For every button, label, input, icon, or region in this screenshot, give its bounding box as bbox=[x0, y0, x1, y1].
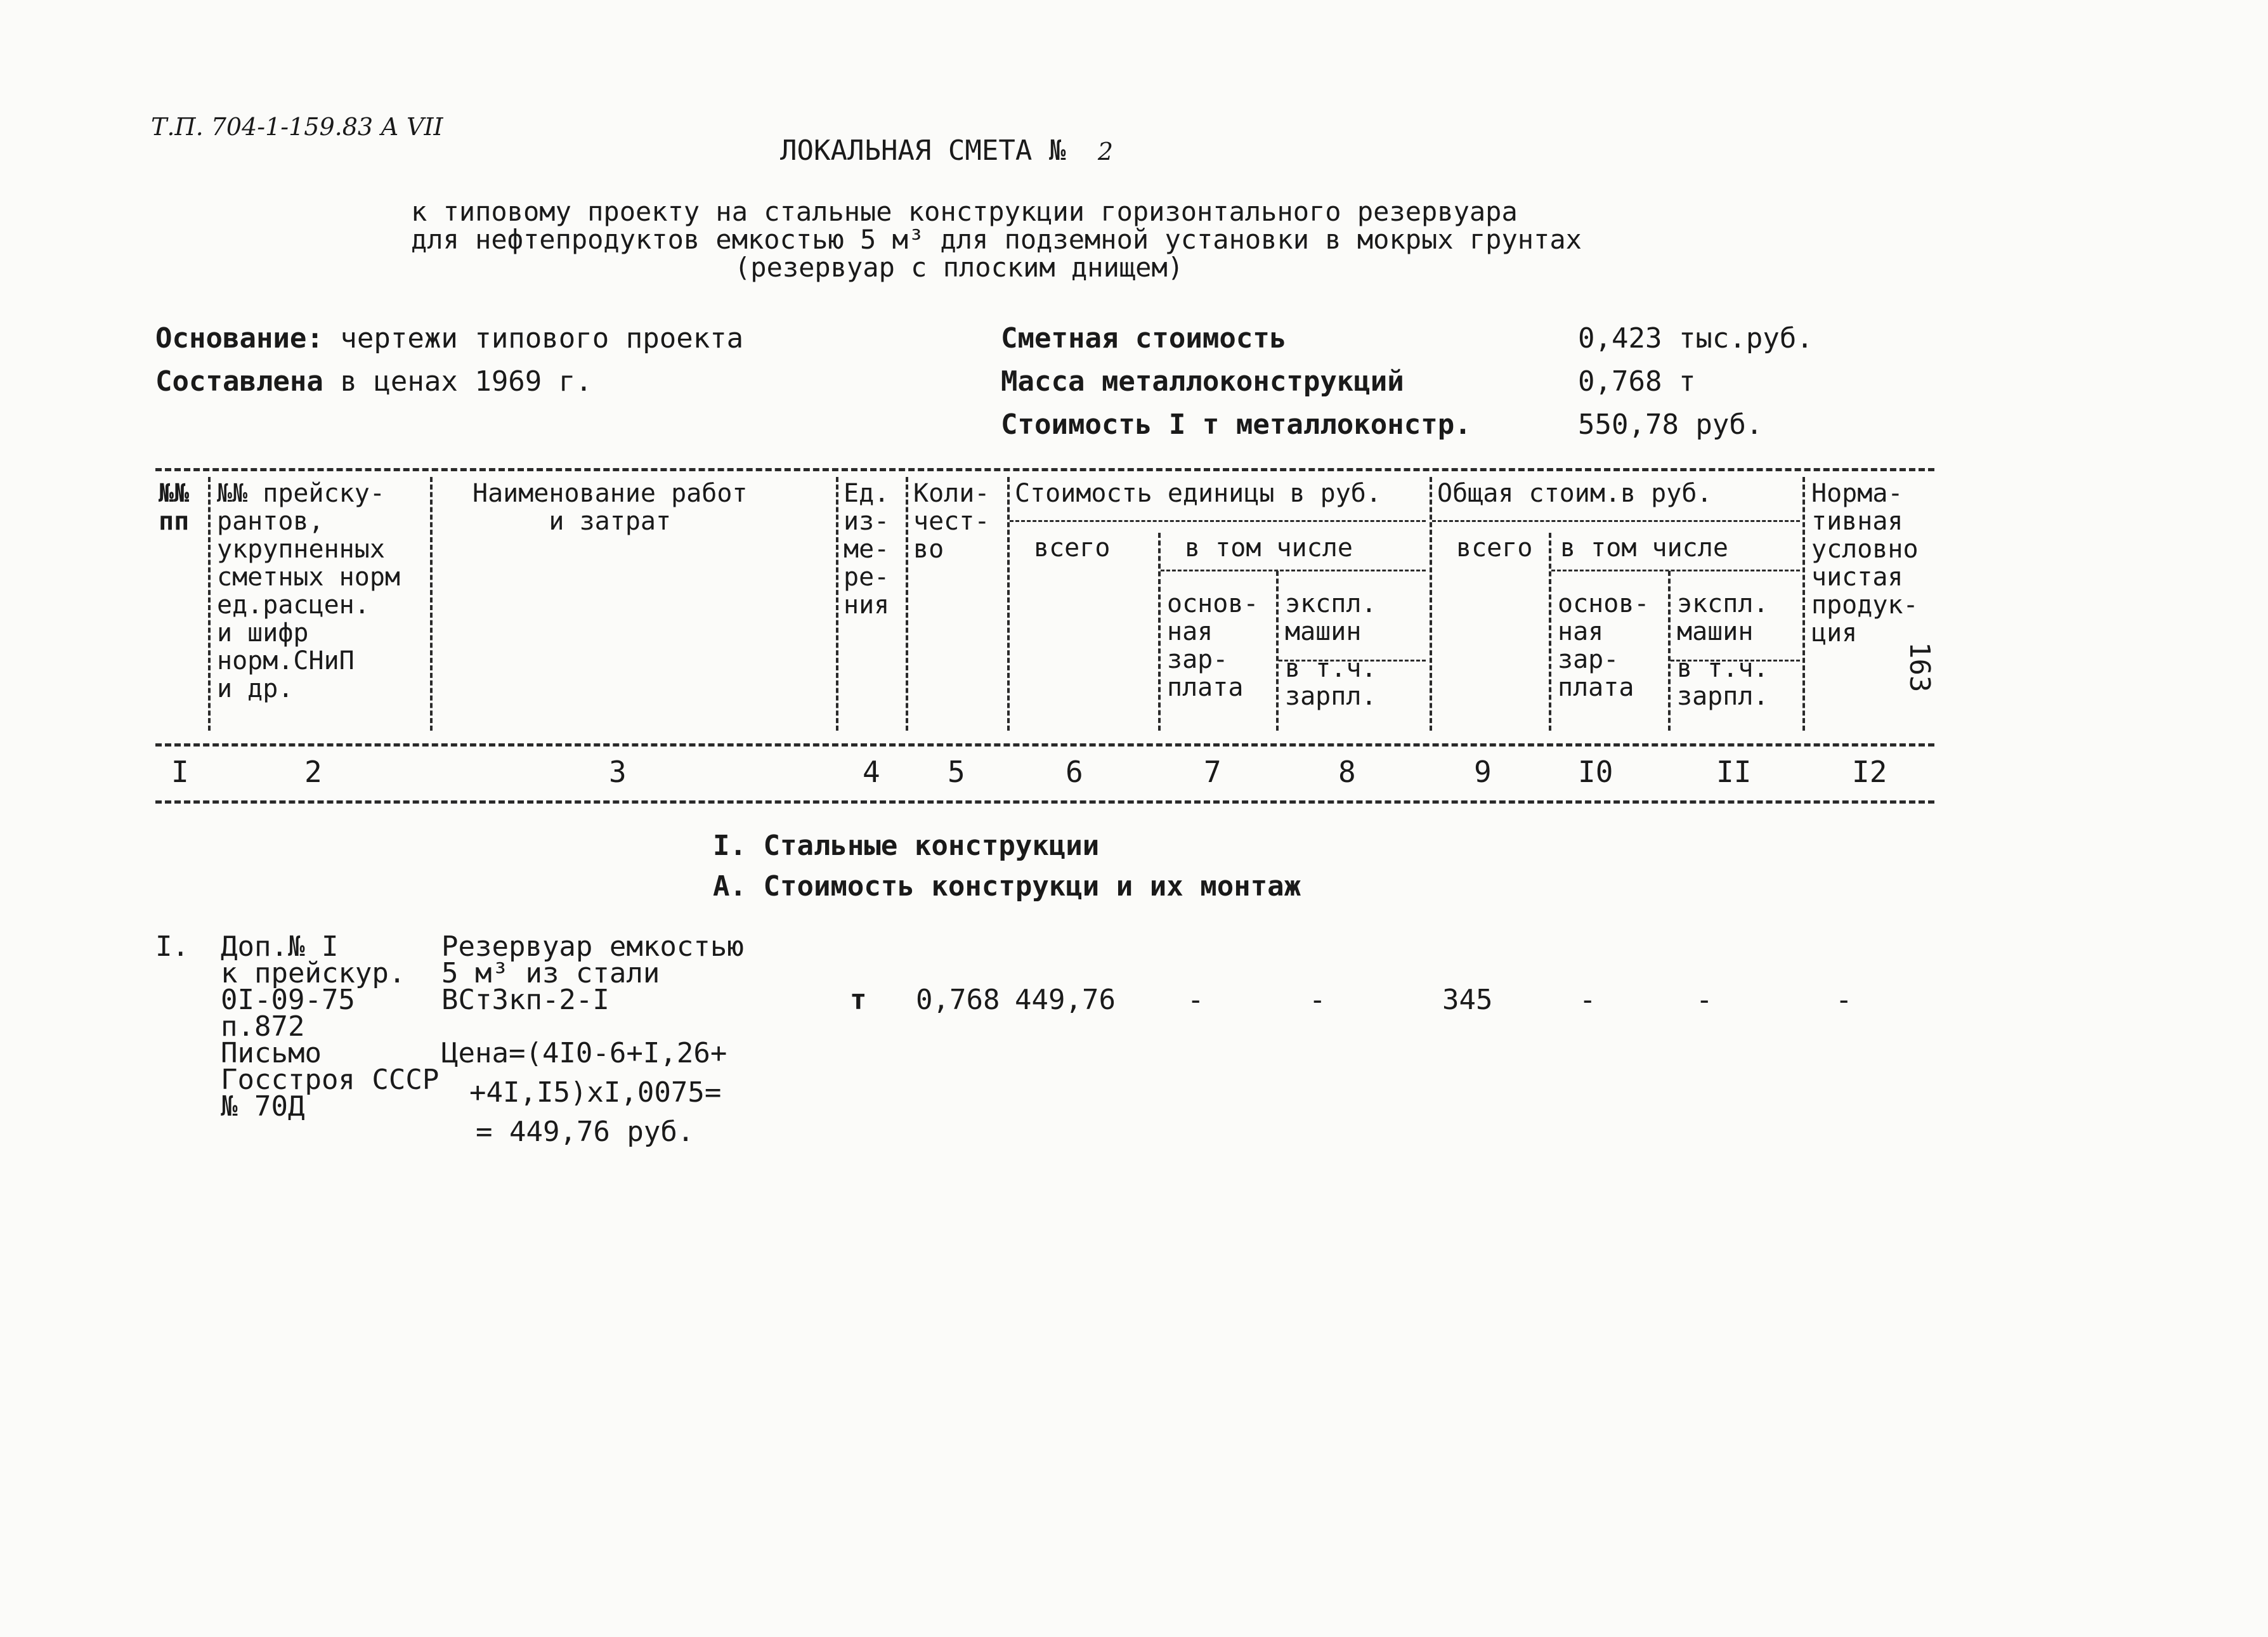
header-line: ния bbox=[844, 590, 890, 620]
row1-calc-line: = 449,76 руб. bbox=[476, 1116, 694, 1148]
column-numbers-top-rule bbox=[155, 743, 1934, 747]
row1-col11: - bbox=[1696, 984, 1713, 1016]
header-line: плата bbox=[1167, 673, 1244, 702]
col-number: 9 bbox=[1474, 755, 1492, 789]
row1-code-line: 0I-09-75 bbox=[221, 984, 355, 1016]
header-line: ме- bbox=[844, 535, 890, 564]
header-including-unit: в том числе bbox=[1185, 533, 1353, 563]
header-col3 bbox=[472, 479, 747, 535]
row1-code-line: № 70Д bbox=[221, 1090, 305, 1123]
subsection-heading: А. Стоимость конструкци и их монтаж bbox=[713, 870, 1301, 903]
document-code: Т.П. 704-1-159.83 А VII bbox=[151, 113, 443, 141]
document-title bbox=[780, 134, 1113, 167]
header-line: Норма- bbox=[1811, 479, 1903, 508]
header-line: чистая bbox=[1811, 563, 1903, 592]
header-line: №№ прейску- bbox=[217, 479, 385, 508]
basis-info bbox=[155, 322, 743, 355]
col-number: 5 bbox=[948, 755, 965, 789]
basis-value: чертежи типового проекта bbox=[340, 322, 744, 355]
col-separator bbox=[1007, 477, 1010, 731]
title-text: ЛОКАЛЬНАЯ СМЕТА № bbox=[780, 134, 1066, 167]
header-unit-cost: Стоимость единицы в руб. bbox=[1015, 479, 1381, 508]
col-separator bbox=[1549, 533, 1551, 731]
header-col6-total: всего bbox=[1034, 533, 1111, 563]
header-col5 bbox=[913, 479, 989, 563]
metal-mass-label: Масса металлоконструкций bbox=[1001, 365, 1404, 398]
col-separator bbox=[836, 477, 838, 731]
row1-code-line: Доп.№ I bbox=[221, 930, 339, 963]
col-separator bbox=[1158, 533, 1161, 731]
header-subrule bbox=[1161, 570, 1426, 571]
row1-col12: - bbox=[1835, 984, 1853, 1016]
header-line: ре- bbox=[844, 563, 890, 592]
subtitle-line-1: к типовому проекту на стальные конструкции горизонтального резервуара bbox=[411, 196, 1518, 227]
header-line: ная bbox=[1558, 617, 1604, 646]
row1-name-line: 5 м³ из стали bbox=[441, 957, 660, 989]
page-number: 163 bbox=[1903, 642, 1936, 693]
row1-name bbox=[441, 930, 744, 1016]
header-line: чест- bbox=[913, 507, 990, 536]
row1-unit-total: 449,76 bbox=[1015, 984, 1116, 1016]
header-col4 bbox=[844, 479, 889, 619]
row1-name-line: ВСт3кп-2-I bbox=[441, 984, 609, 1016]
col-number: 6 bbox=[1066, 755, 1083, 789]
col-number: 8 bbox=[1338, 755, 1356, 789]
header-col8 bbox=[1285, 590, 1377, 710]
header-line: основ- bbox=[1167, 589, 1259, 618]
header-line: продук- bbox=[1811, 590, 1919, 620]
column-numbers-bottom-rule bbox=[155, 800, 1934, 804]
header-line: Коли- bbox=[913, 479, 990, 508]
col-separator bbox=[1668, 571, 1671, 731]
header-col9-total: всего bbox=[1456, 533, 1533, 563]
header-line: тивная bbox=[1811, 507, 1903, 536]
subtitle-line-2: для нефтепродуктов емкостью 5 м³ для подземной установки в мокрых грунтах bbox=[411, 224, 1582, 255]
header-line: из- bbox=[844, 507, 890, 536]
col-number: I bbox=[171, 755, 189, 789]
estimated-cost-value: 0,423 тыс.руб. bbox=[1578, 322, 1813, 355]
title-number: 2 bbox=[1097, 138, 1114, 166]
header-line: машин bbox=[1285, 617, 1362, 646]
row1-calc bbox=[441, 1037, 727, 1148]
prices-value: в ценах 1969 г. bbox=[340, 365, 592, 398]
col-separator bbox=[208, 477, 211, 731]
header-line: ная bbox=[1167, 617, 1213, 646]
header-line: плата bbox=[1558, 673, 1634, 702]
col-separator bbox=[1802, 477, 1805, 731]
header-including-total: в том числе bbox=[1560, 533, 1728, 563]
header-line: ед.расцен. bbox=[217, 590, 370, 620]
header-line: норм.СНиП bbox=[217, 646, 355, 675]
header-line: №№ bbox=[159, 479, 190, 508]
header-subrule bbox=[1010, 520, 1426, 522]
row1-code-line: Госстроя СССР bbox=[221, 1064, 440, 1096]
header-line: и шифр bbox=[217, 618, 309, 648]
header-total-cost: Общая стоим.в руб. bbox=[1437, 479, 1712, 508]
col-number: 2 bbox=[304, 755, 322, 789]
header-line: ция bbox=[1811, 618, 1858, 648]
header-line: и др. bbox=[217, 674, 294, 703]
col-number: 7 bbox=[1204, 755, 1222, 789]
col-number: 3 bbox=[609, 755, 627, 789]
header-line: в т.ч. bbox=[1285, 654, 1377, 683]
header-line: основ- bbox=[1558, 589, 1650, 618]
header-line: пп bbox=[159, 507, 190, 536]
row1-code-line: Письмо bbox=[221, 1037, 322, 1069]
col-separator bbox=[1430, 477, 1432, 731]
header-line: рантов, bbox=[217, 507, 324, 536]
row1-total: 345 bbox=[1442, 984, 1493, 1016]
header-line: экспл. bbox=[1677, 589, 1769, 618]
col-separator bbox=[430, 477, 433, 731]
row1-quantity: 0,768 bbox=[916, 984, 1000, 1016]
row1-number: I. bbox=[155, 930, 189, 963]
col-separator bbox=[1276, 571, 1279, 731]
header-line: условно bbox=[1811, 535, 1919, 564]
header-line: зар- bbox=[1167, 645, 1228, 674]
cost-per-ton-label: Стоимость I т металлоконстр. bbox=[1001, 408, 1471, 441]
header-line: в т.ч. bbox=[1677, 654, 1769, 683]
header-line: Ед. bbox=[844, 479, 890, 508]
row1-col8: - bbox=[1309, 984, 1326, 1016]
row1-col10: - bbox=[1579, 984, 1596, 1016]
header-line: укрупненных bbox=[217, 535, 385, 564]
row1-code-line: п.872 bbox=[221, 1010, 305, 1043]
header-col2 bbox=[217, 479, 400, 703]
row1-unit: т bbox=[850, 984, 867, 1016]
subtitle-line-3: (резервуар с плоским днищем) bbox=[734, 252, 1184, 283]
header-col7 bbox=[1167, 590, 1259, 701]
row1-calc-line: Цена=(4I0-6+I,26+ bbox=[441, 1037, 727, 1069]
col-number: I2 bbox=[1852, 755, 1887, 789]
header-subrule bbox=[1551, 570, 1800, 571]
header-line: зар- bbox=[1558, 645, 1619, 674]
row1-name-line: Резервуар емкостью bbox=[441, 930, 744, 963]
col-number: 4 bbox=[863, 755, 880, 789]
header-line: машин bbox=[1677, 617, 1754, 646]
header-subrule bbox=[1432, 520, 1800, 522]
header-line: Наименование работ bbox=[472, 479, 748, 508]
header-line: зарпл. bbox=[1677, 682, 1769, 711]
header-line: во bbox=[913, 535, 944, 564]
col-number: II bbox=[1716, 755, 1752, 789]
section-heading: I. Стальные конструкции bbox=[713, 830, 1100, 862]
header-col1 bbox=[159, 479, 189, 535]
header-col11 bbox=[1677, 590, 1769, 710]
header-col12 bbox=[1811, 479, 1919, 647]
prices-info bbox=[155, 365, 592, 398]
header-line: сметных норм bbox=[217, 563, 400, 592]
row1-col7: - bbox=[1187, 984, 1204, 1016]
header-line: зарпл. bbox=[1285, 682, 1377, 711]
cost-per-ton-value: 550,78 руб. bbox=[1578, 408, 1763, 441]
prices-label: Составлена bbox=[155, 365, 323, 398]
col-separator bbox=[906, 477, 908, 731]
col-number: I0 bbox=[1578, 755, 1613, 789]
metal-mass-value: 0,768 т bbox=[1578, 365, 1696, 398]
basis-label: Основание: bbox=[155, 322, 323, 355]
header-line: и затрат bbox=[549, 507, 672, 536]
table-top-rule bbox=[155, 468, 1934, 471]
header-line: экспл. bbox=[1285, 589, 1377, 618]
row1-code-line: к прейскур. bbox=[221, 957, 406, 989]
header-col10 bbox=[1558, 590, 1650, 701]
row1-calc-line: +4I,I5)xI,0075= bbox=[469, 1076, 722, 1109]
row1-code bbox=[221, 930, 440, 1123]
estimated-cost-label: Сметная стоимость bbox=[1001, 322, 1287, 355]
